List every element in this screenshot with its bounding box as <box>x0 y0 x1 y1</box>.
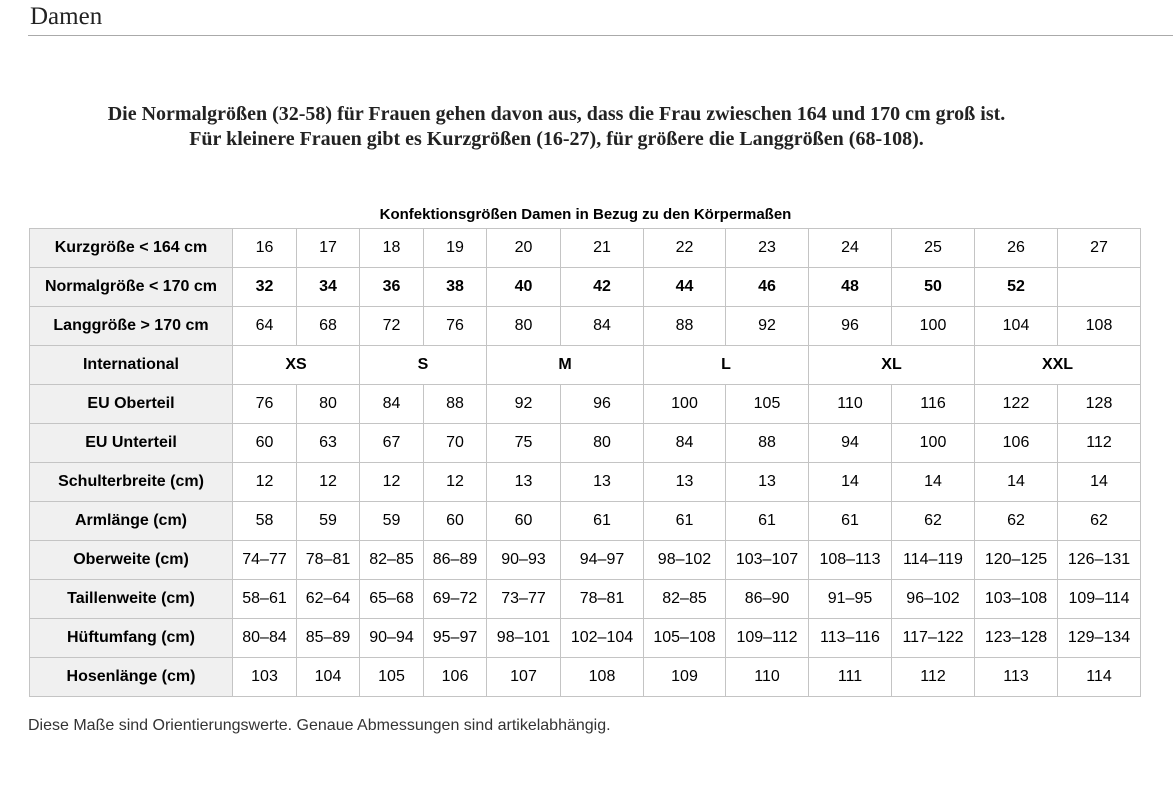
table-cell: 23 <box>726 229 809 268</box>
table-cell: 105 <box>726 385 809 424</box>
row-header: EU Unterteil <box>30 424 233 463</box>
row-header: Taillenweite (cm) <box>30 580 233 619</box>
table-cell: 62 <box>975 502 1058 541</box>
table-cell: 14 <box>809 463 892 502</box>
table-cell: 112 <box>892 658 975 697</box>
table-cell: 82–85 <box>360 541 424 580</box>
table-cell: 88 <box>644 307 726 346</box>
table-cell: 114 <box>1058 658 1141 697</box>
table-cell: 13 <box>561 463 644 502</box>
table-cell: 103–108 <box>975 580 1058 619</box>
table-cell: 12 <box>424 463 487 502</box>
table-cell <box>1058 268 1141 307</box>
table-row-international <box>30 346 1141 385</box>
table-cell: 117–122 <box>892 619 975 658</box>
table-cell: 106 <box>975 424 1058 463</box>
table-cell: 58–61 <box>233 580 297 619</box>
table-cell: 110 <box>809 385 892 424</box>
table-cell: 73–77 <box>487 580 561 619</box>
intro-line-1: Die Normalgrößen (32-58) für Frauen gehen davon aus, dass die Frau zwieschen 164 und 170 cm groß ist. <box>107 103 1006 125</box>
row-header: Normalgröße < 170 cm <box>30 268 233 307</box>
table-cell: 109 <box>644 658 726 697</box>
table-cell: 108 <box>1058 307 1141 346</box>
table-cell: 92 <box>487 385 561 424</box>
table-cell: 58 <box>233 502 297 541</box>
table-row <box>30 580 1141 619</box>
table-cell: 80 <box>297 385 360 424</box>
size-table <box>29 228 1141 697</box>
table-cell: 84 <box>561 307 644 346</box>
table-cell: 100 <box>892 424 975 463</box>
table-cell: 14 <box>1058 463 1141 502</box>
table-cell: 106 <box>424 658 487 697</box>
intro-line-2: Für kleinere Frauen gibt es Kurzgrößen (16-27), für größere die Langgrößen (68-108). <box>189 128 924 150</box>
table-cell: 114–119 <box>892 541 975 580</box>
table-cell: 88 <box>424 385 487 424</box>
table-row <box>30 619 1141 658</box>
table-cell: 61 <box>809 502 892 541</box>
table-cell: 90–94 <box>360 619 424 658</box>
row-header: Armlänge (cm) <box>30 502 233 541</box>
table-cell: 123–128 <box>975 619 1058 658</box>
table-cell: 113–116 <box>809 619 892 658</box>
table-cell: 103–107 <box>726 541 809 580</box>
table-cell: 24 <box>809 229 892 268</box>
table-cell: 27 <box>1058 229 1141 268</box>
table-cell: 44 <box>644 268 726 307</box>
table-cell: 65–68 <box>360 580 424 619</box>
table-row <box>30 307 1141 346</box>
table-cell: 68 <box>297 307 360 346</box>
table-cell: 34 <box>297 268 360 307</box>
page-title: Damen <box>30 3 103 30</box>
table-cell: 64 <box>233 307 297 346</box>
table-cell: 94 <box>809 424 892 463</box>
table-cell: 98–101 <box>487 619 561 658</box>
table-cell: 91–95 <box>809 580 892 619</box>
intro-text <box>0 102 1113 152</box>
table-cell: 12 <box>360 463 424 502</box>
table-cell: 36 <box>360 268 424 307</box>
table-cell: 82–85 <box>644 580 726 619</box>
table-cell: 13 <box>487 463 561 502</box>
table-cell: 104 <box>975 307 1058 346</box>
table-cell: 105–108 <box>644 619 726 658</box>
international-size-cell: XL <box>809 346 975 385</box>
row-header: Hüftumfang (cm) <box>30 619 233 658</box>
table-cell: 14 <box>975 463 1058 502</box>
table-cell: 40 <box>487 268 561 307</box>
table-cell: 62 <box>1058 502 1141 541</box>
table-cell: 12 <box>233 463 297 502</box>
table-cell: 88 <box>726 424 809 463</box>
international-size-cell: XS <box>233 346 360 385</box>
table-cell: 100 <box>892 307 975 346</box>
table-cell: 17 <box>297 229 360 268</box>
table-cell: 122 <box>975 385 1058 424</box>
table-cell: 126–131 <box>1058 541 1141 580</box>
table-cell: 60 <box>424 502 487 541</box>
table-cell: 116 <box>892 385 975 424</box>
row-header: EU Oberteil <box>30 385 233 424</box>
table-cell: 74–77 <box>233 541 297 580</box>
table-cell: 84 <box>644 424 726 463</box>
table-cell: 32 <box>233 268 297 307</box>
table-cell: 100 <box>644 385 726 424</box>
table-row <box>30 385 1141 424</box>
table-cell: 14 <box>892 463 975 502</box>
table-cell: 80 <box>561 424 644 463</box>
table-cell: 129–134 <box>1058 619 1141 658</box>
row-header: Oberweite (cm) <box>30 541 233 580</box>
table-cell: 109–112 <box>726 619 809 658</box>
row-header: Hosenlänge (cm) <box>30 658 233 697</box>
table-cell: 16 <box>233 229 297 268</box>
table-cell: 107 <box>487 658 561 697</box>
row-header: International <box>30 346 233 385</box>
table-cell: 90–93 <box>487 541 561 580</box>
table-cell: 75 <box>487 424 561 463</box>
table-cell: 59 <box>360 502 424 541</box>
table-cell: 61 <box>561 502 644 541</box>
table-cell: 70 <box>424 424 487 463</box>
row-header: Kurzgröße < 164 cm <box>30 229 233 268</box>
table-cell: 78–81 <box>561 580 644 619</box>
table-cell: 62–64 <box>297 580 360 619</box>
table-cell: 26 <box>975 229 1058 268</box>
table-cell: 85–89 <box>297 619 360 658</box>
table-cell: 13 <box>644 463 726 502</box>
table-cell: 102–104 <box>561 619 644 658</box>
table-row <box>30 424 1141 463</box>
table-cell: 67 <box>360 424 424 463</box>
table-cell: 63 <box>297 424 360 463</box>
table-cell: 48 <box>809 268 892 307</box>
table-cell: 80–84 <box>233 619 297 658</box>
international-size-cell: S <box>360 346 487 385</box>
table-cell: 69–72 <box>424 580 487 619</box>
table-cell: 109–114 <box>1058 580 1141 619</box>
table-cell: 60 <box>487 502 561 541</box>
table-row <box>30 541 1141 580</box>
table-cell: 80 <box>487 307 561 346</box>
table-cell: 19 <box>424 229 487 268</box>
table-cell: 108 <box>561 658 644 697</box>
table-cell: 50 <box>892 268 975 307</box>
table-caption: Konfektionsgrößen Damen in Bezug zu den Körpermaßen <box>379 206 792 223</box>
table-cell: 61 <box>726 502 809 541</box>
table-cell: 98–102 <box>644 541 726 580</box>
table-cell: 20 <box>487 229 561 268</box>
table-cell: 86–90 <box>726 580 809 619</box>
table-row <box>30 502 1141 541</box>
size-table-body <box>30 229 1141 697</box>
table-cell: 76 <box>424 307 487 346</box>
international-size-cell: XXL <box>975 346 1141 385</box>
table-cell: 61 <box>644 502 726 541</box>
footnote: Diese Maße sind Orientierungswerte. Genaue Abmessungen sind artikelabhängig. <box>28 717 611 734</box>
row-header: Langgröße > 170 cm <box>30 307 233 346</box>
table-row <box>30 229 1141 268</box>
table-cell: 12 <box>297 463 360 502</box>
table-cell: 96–102 <box>892 580 975 619</box>
table-cell: 105 <box>360 658 424 697</box>
table-row <box>30 463 1141 502</box>
table-cell: 38 <box>424 268 487 307</box>
table-cell: 86–89 <box>424 541 487 580</box>
table-cell: 104 <box>297 658 360 697</box>
table-cell: 62 <box>892 502 975 541</box>
table-cell: 25 <box>892 229 975 268</box>
table-cell: 110 <box>726 658 809 697</box>
table-cell: 120–125 <box>975 541 1058 580</box>
table-cell: 103 <box>233 658 297 697</box>
table-cell: 78–81 <box>297 541 360 580</box>
table-cell: 22 <box>644 229 726 268</box>
table-cell: 76 <box>233 385 297 424</box>
row-header: Schulterbreite (cm) <box>30 463 233 502</box>
title-divider <box>28 35 1173 36</box>
table-cell: 92 <box>726 307 809 346</box>
table-cell: 95–97 <box>424 619 487 658</box>
table-cell: 18 <box>360 229 424 268</box>
table-cell: 42 <box>561 268 644 307</box>
table-row <box>30 658 1141 697</box>
table-row <box>30 268 1141 307</box>
table-cell: 113 <box>975 658 1058 697</box>
international-size-cell: L <box>644 346 809 385</box>
table-cell: 72 <box>360 307 424 346</box>
table-cell: 46 <box>726 268 809 307</box>
table-cell: 96 <box>809 307 892 346</box>
table-cell: 94–97 <box>561 541 644 580</box>
table-cell: 59 <box>297 502 360 541</box>
table-cell: 111 <box>809 658 892 697</box>
table-cell: 96 <box>561 385 644 424</box>
table-cell: 13 <box>726 463 809 502</box>
international-size-cell: M <box>487 346 644 385</box>
table-cell: 52 <box>975 268 1058 307</box>
table-cell: 21 <box>561 229 644 268</box>
table-cell: 60 <box>233 424 297 463</box>
table-cell: 128 <box>1058 385 1141 424</box>
table-cell: 112 <box>1058 424 1141 463</box>
table-cell: 84 <box>360 385 424 424</box>
table-cell: 108–113 <box>809 541 892 580</box>
